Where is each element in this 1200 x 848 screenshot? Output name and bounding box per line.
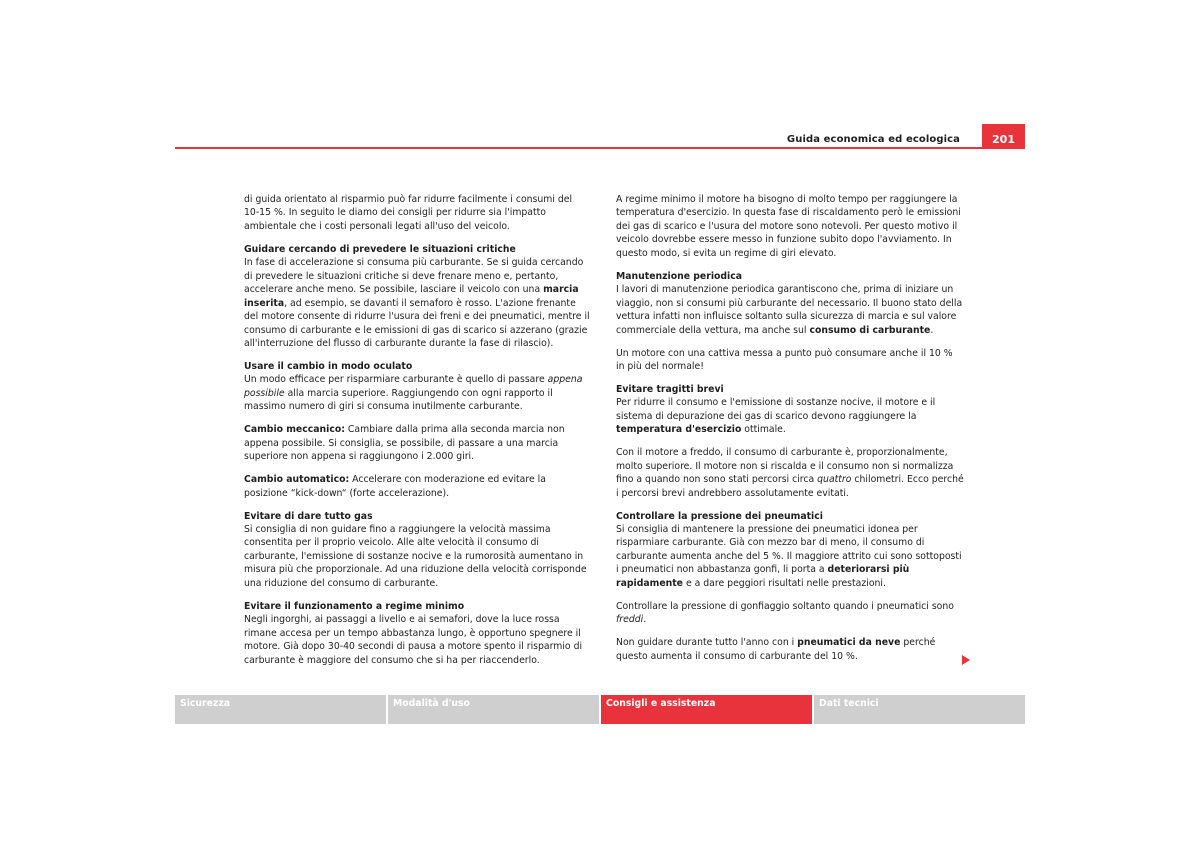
section-heading: Evitare il funzionamento a regime minimo [244, 600, 465, 612]
section-heading: Evitare di dare tutto gas [244, 510, 373, 522]
section-paragraph: Negli ingorghi, ai passaggi a livello e ai semafori, dove la luce rossa rimane accesa per un tempo abbastanza lungo, è opportuno spegnere il motore. Già dopo 30-40 secondi di pausa a motore spento il risparmio di carburante è maggiore del consumo che si ha per riaccenderlo. [244, 614, 583, 666]
section-paragraph: In fase di accelerazione si consuma più carburante. Se si guida cercando di prevedere le situazioni critiche si deve frenare meno e, pertanto, accelerare anche meno. Se possibile, lasciare il veicolo con una marcia inserita, ad esempio, se davanti il semaforo è rosso. L'azione frenante del motore consente di ridurre l'usura dei freni e dei pneumatici, mentre il consumo di carburante e le emissioni di gas di scarico si azzerano (grazie all'interruzione del flusso di carburante durante la fase di rilascio). [244, 257, 590, 350]
section-paragraph: Controllare la pressione di gonfiaggio soltanto quando i pneumatici sono freddi. [616, 600, 954, 626]
section-paragraph: Un modo efficace per risparmiare carburante è quello di passare appena possibile alla marcia superiore. Raggiungendo con ogni rapporto il massimo numero di giri si consuma inutilmente carburante. [244, 374, 583, 413]
tab-modalita-uso[interactable]: Modalità d'uso [388, 695, 599, 724]
left-column [244, 193, 590, 677]
chapter-title: Guida economica ed ecologica [786, 134, 960, 145]
section-heading: Manutenzione periodica [616, 270, 743, 282]
section-heading: Controllare la pressione dei pneumatici [616, 510, 823, 522]
page-number: 201 [982, 124, 1025, 149]
section-paragraph: Si consiglia di mantenere la pressione dei pneumatici idonea per risparmiare carburante. Già con mezzo bar di meno, il consumo di carburante aumenta anche del 5 %. Il maggiore attrito cui sono sottoposti i pneumatici non abbastanza gonfi, li porta a deteriorarsi più rapidamente e a dare peggiori risultati nelle prestazioni. [616, 524, 962, 589]
section-paragraph: A regime minimo il motore ha bisogno di molto tempo per raggiungere la temperatura d'esercizio. In questa fase di riscaldamento però le emissioni dei gas di scarico e l'usura del motore sono notevoli. Per questo motivo il veicolo dovrebbe essere messo in funzione subito dopo l'avviamento. In questo modo, si evita un regime di giri elevato. [616, 194, 961, 259]
section-paragraph: Non guidare durante tutto l'anno con i pneumatici da neve perché questo aumenta il consumo di carburante del 10 %. [616, 637, 936, 662]
right-column [616, 193, 964, 673]
section-paragraph: Cambio meccanico: Cambiare dalla prima alla seconda marcia non appena possibile. Si consiglia, se possibile, di passare a una marcia superiore non appena si raggiungono i 2.000 giri. [244, 424, 565, 463]
tab-consigli-assistenza[interactable]: Consigli e assistenza [601, 695, 812, 724]
tab-sicurezza[interactable]: Sicurezza [175, 695, 386, 724]
section-paragraph: Un motore con una cattiva messa a punto può consumare anche il 10 % in più del normale! [616, 347, 953, 372]
section-heading: Guidare cercando di prevedere le situazioni critiche [244, 243, 516, 255]
section-paragraph: I lavori di manutenzione periodica garantiscono che, prima di iniziare un viaggio, non si consumi più carburante del necessario. Il buono stato della vettura infatti non influisce soltanto sulla sicurezza di marcia e sul valore commerciale della vettura, ma anche sul consumo di carburante. [616, 284, 963, 336]
tab-dati-tecnici[interactable]: Dati tecnici [814, 695, 1025, 724]
header-rule [175, 147, 1025, 149]
section-paragraph: Cambio automatico: Accelerare con moderazione ed evitare la posizione “kick-down“ (forte accelerazione). [244, 474, 546, 499]
section-paragraph: Con il motore a freddo, il consumo di carburante è, proporzionalmente, molto superiore. Il motore non si riscalda e il consumo non si normalizza fino a quando non sono stati percorsi circa quattro chilometri. Ecco perché i percorsi brevi andrebbero assolutamente evitati. [616, 447, 964, 499]
continue-arrow-icon [962, 655, 970, 665]
section-heading: Usare il cambio in modo oculato [244, 360, 413, 372]
section-heading: Evitare tragitti brevi [616, 383, 724, 395]
section-paragraph: Si consiglia di non guidare fino a raggiungere la velocità massima consentita per il proprio veicolo. Alle alte velocità il consumo di carburante, l'emissione di sostanze nocive e la rumorosità aumentano in misura più che proporzionale. Ad una riduzione della velocità corrisponde una riduzione del consumo di carburante. [244, 524, 587, 589]
section-paragraph: Per ridurre il consumo e l'emissione di sostanze nocive, il motore e il sistema di depurazione dei gas di scarico devono raggiungere la temperatura d'esercizio ottimale. [616, 397, 936, 436]
intro-paragraph: di guida orientato al risparmio può far ridurre facilmente i consumi del 10-15 %. In seguito le diamo dei consigli per ridurre sia l'impatto ambientale che i costi personali legati all'uso del veicolo. [244, 194, 573, 232]
